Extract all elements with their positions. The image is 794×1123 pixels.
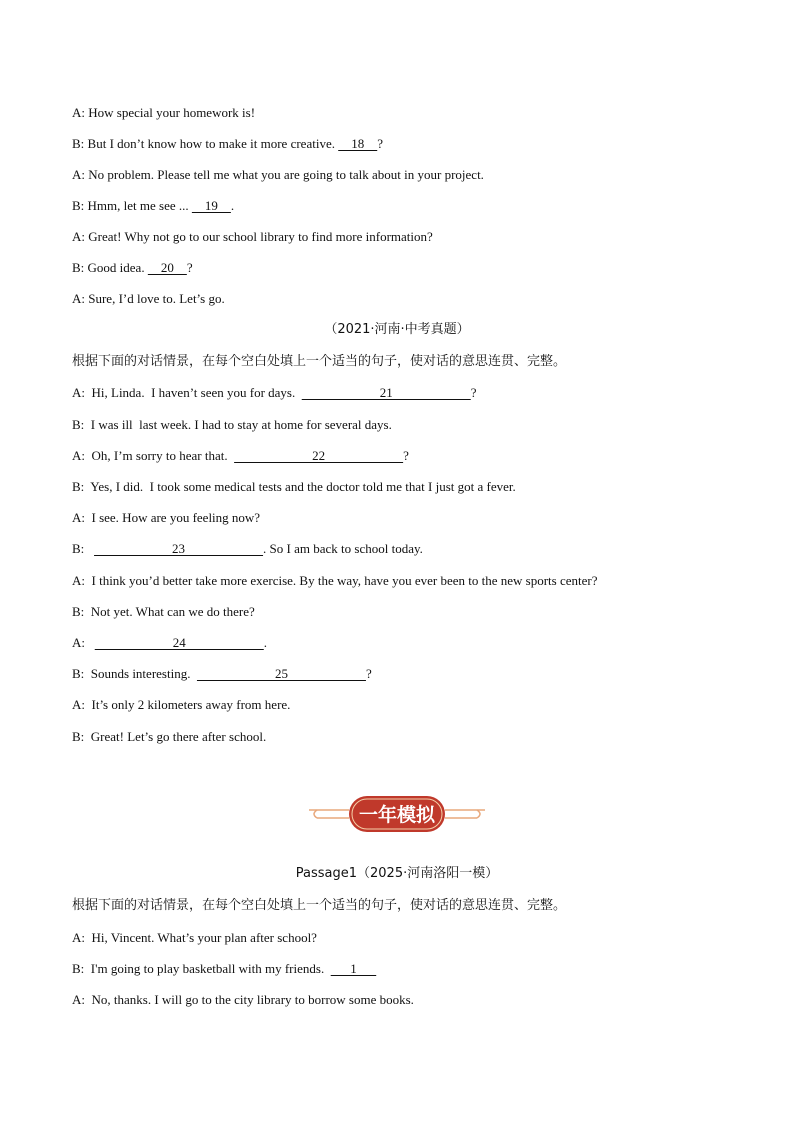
source-citation: （2021·河南·中考真题） bbox=[324, 322, 470, 337]
instruction-text: 根据下面的对话情景，在每个空白处填上一个适当的句子，使对话的意思连贯、完整。 bbox=[72, 898, 567, 913]
dialogue-line: A: I think you’d better take more exercise. By the way, have you ever been to the new sports center? bbox=[72, 573, 598, 588]
passage-title: Passage1（2025·河南洛阳一模） bbox=[295, 866, 499, 881]
dialogue-line: A: How special your homework is! bbox=[72, 105, 256, 120]
answer-blank[interactable]: 22 bbox=[234, 448, 404, 463]
answer-blank[interactable]: 19 bbox=[191, 198, 231, 213]
dialogue-line: A: I see. How are you feeling now? bbox=[72, 510, 261, 525]
answer-blank[interactable]: 18 bbox=[338, 136, 378, 151]
dialogue-line: B: Sounds interesting. 25 ? bbox=[72, 666, 372, 681]
dialogue-line: A: Great! Why not go to our school library to find more information? bbox=[72, 229, 433, 244]
dialogue-line: B: But I don’t know how to make it more creative. 18 ? bbox=[72, 136, 383, 151]
answer-blank[interactable]: 21 bbox=[301, 385, 471, 400]
dialogue-line: B: I was ill last week. I had to stay at home for several days. bbox=[72, 417, 392, 432]
dialogue-line: A: Sure, I’d love to. Let’s go. bbox=[72, 291, 225, 306]
dialogue-line: A: Hi, Linda. I haven’t seen you for days. 21 ? bbox=[72, 385, 477, 400]
dialogue-line: B: I'm going to play basketball with my friends. 1 bbox=[72, 961, 377, 976]
dialogue-line: A: No problem. Please tell me what you are going to talk about in your project. bbox=[72, 167, 484, 182]
answer-blank[interactable]: 1 bbox=[330, 961, 377, 976]
instruction-text: 根据下面的对话情景，在每个空白处填上一个适当的句子，使对话的意思连贯、完整。 bbox=[72, 354, 567, 369]
answer-blank[interactable]: 23 bbox=[94, 541, 264, 556]
section-banner bbox=[0, 790, 794, 838]
banner-title: 一年模拟 bbox=[358, 804, 436, 826]
dialogue-line: A: No, thanks. I will go to the city library to borrow some books. bbox=[72, 992, 414, 1007]
answer-blank[interactable]: 25 bbox=[196, 666, 366, 681]
dialogue-line: B: Great! Let’s go there after school. bbox=[72, 729, 267, 744]
dialogue-line: A: Oh, I’m sorry to hear that. 22 ? bbox=[72, 448, 409, 463]
dialogue-line: A: It’s only 2 kilometers away from here. bbox=[72, 697, 291, 712]
dialogue-line: B: Hmm, let me see ... 19 . bbox=[72, 198, 235, 213]
dialogue-line: B: Not yet. What can we do there? bbox=[72, 604, 255, 619]
dialogue-line: B: 23 . So I am back to school today. bbox=[72, 541, 423, 556]
answer-blank[interactable]: 24 bbox=[94, 635, 264, 650]
banner-graphic bbox=[307, 790, 487, 838]
dialogue-line: B: Yes, I did. I took some medical tests and the doctor told me that I just got a fever. bbox=[72, 479, 516, 494]
dialogue-line: A: Hi, Vincent. What’s your plan after school? bbox=[72, 930, 317, 945]
answer-blank[interactable]: 20 bbox=[147, 260, 187, 275]
dialogue-line: A: 24 . bbox=[72, 635, 267, 650]
dialogue-line: B: Good idea. 20 ? bbox=[72, 260, 193, 275]
